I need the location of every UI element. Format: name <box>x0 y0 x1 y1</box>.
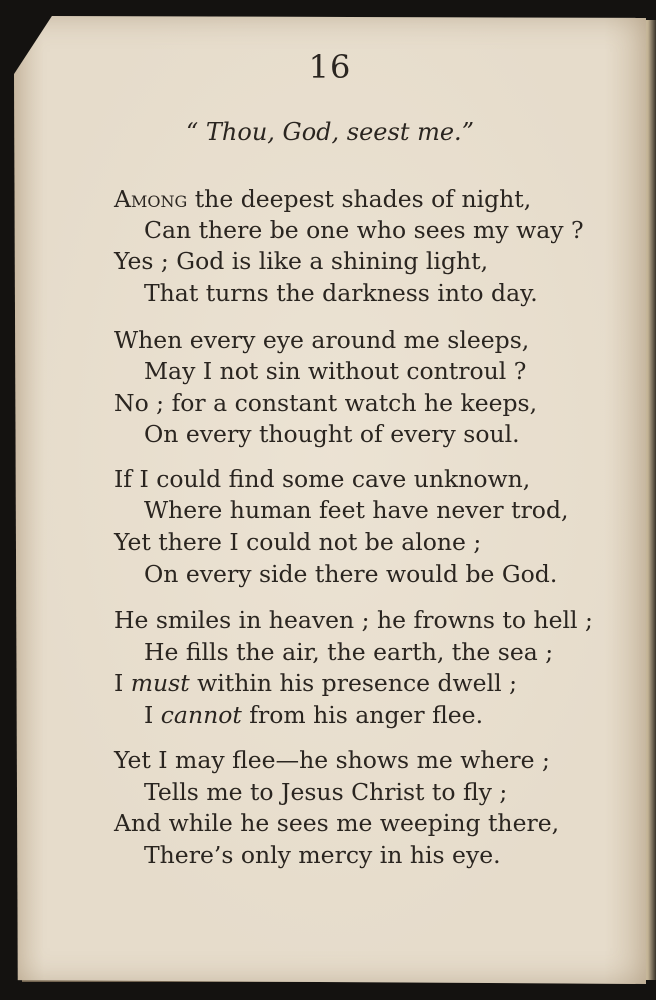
poem-line: And while he sees me weeping there, <box>114 809 560 837</box>
poem-line: He smiles in heaven ; he frowns to hell ; <box>114 606 593 634</box>
poem-line: Can there be one who sees my way ? <box>144 216 584 244</box>
drop-word: Among <box>114 185 188 213</box>
page-content <box>14 16 646 984</box>
line-lead: I <box>114 669 131 697</box>
poem-line: If I could find some cave unknown, <box>114 465 531 493</box>
poem-line: Yet I may flee—he shows me where ; <box>114 746 550 774</box>
line-text: from his anger flee. <box>241 701 484 729</box>
line-lead: I <box>144 701 161 729</box>
poem-line: That turns the darkness into day. <box>144 279 538 307</box>
poem-line: Tells me to Jesus Christ to fly ; <box>144 778 508 806</box>
line-text: within his presence dwell ; <box>189 669 517 697</box>
poem-line: Yet there I could not be alone ; <box>114 528 482 556</box>
emphasis-word: must <box>130 669 190 697</box>
poem-line: Yes ; God is like a shining light, <box>114 247 489 275</box>
poem-line <box>114 185 532 213</box>
poem-line <box>144 701 484 729</box>
poem-title: “ Thou, God, seest me.” <box>186 118 474 146</box>
poem-line: There’s only mercy in his eye. <box>144 841 501 869</box>
line-text: the deepest shades of night, <box>187 185 532 213</box>
poem-line: Where human feet have never trod, <box>144 496 569 524</box>
poem-line: He fills the air, the earth, the sea ; <box>144 638 554 666</box>
emphasis-word: cannot <box>160 701 242 729</box>
poem-line <box>114 669 517 697</box>
poem-line: On every thought of every soul. <box>144 420 520 448</box>
poem-line: May I not sin without controul ? <box>144 357 527 385</box>
poem-line: When every eye around me sleeps, <box>114 326 530 354</box>
poem-line: No ; for a constant watch he keeps, <box>114 389 538 417</box>
poem-line: On every side there would be God. <box>144 560 558 588</box>
page-number: 16 <box>308 48 352 86</box>
